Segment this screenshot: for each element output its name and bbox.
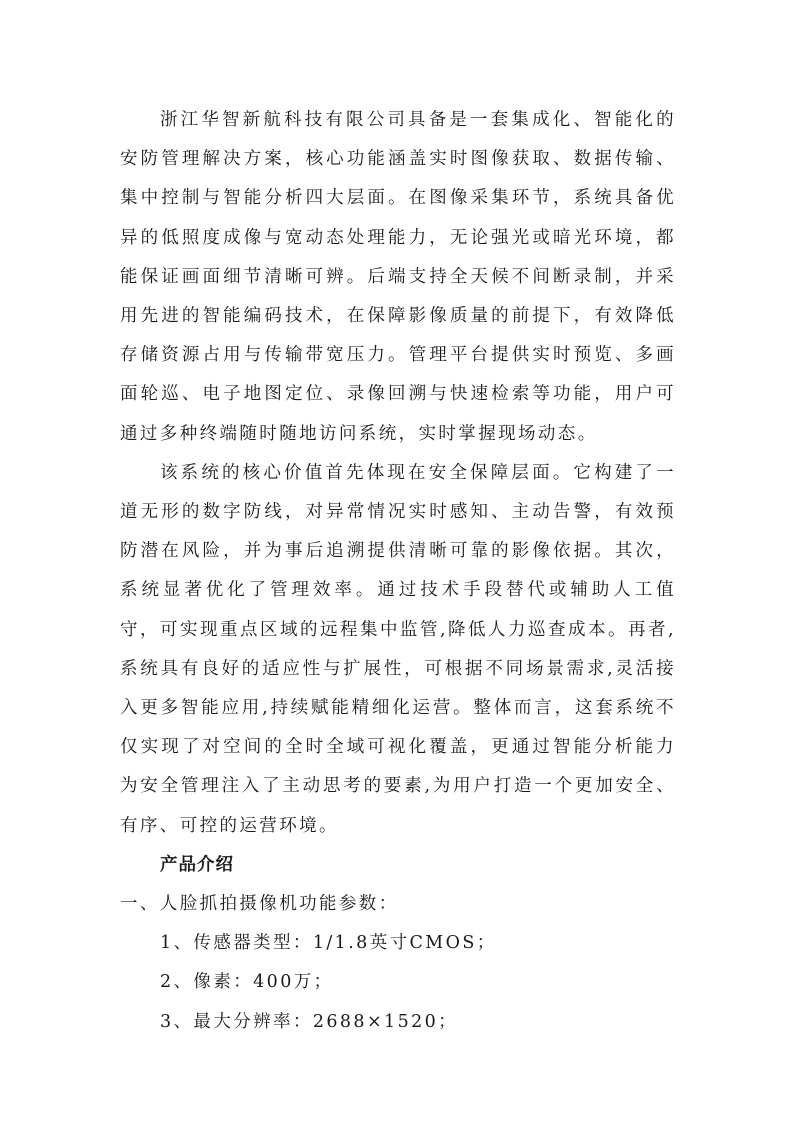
spec-item-sensor: 1、传感器类型：1/1.8英寸CMOS； [160,933,497,954]
spec-section-title: 一、人脸抓拍摄像机功能参数： [120,894,399,915]
document-page [120,101,676,1042]
spec-item-resolution: 3、最大分辨率：2688×1520； [160,1011,459,1032]
spec-item-pixels: 2、像素：400万； [160,972,334,993]
value-paragraph: 该系统的核心价值首先体现在安全保障层面。它构建了一道无形的数字防线，对异常情况实时感知、主动告警，有效预防潜在风险，并为事后追溯提供清晰可靠的影像依据。其次，系统显著优化了管理效率。通过技术手段替代或辅助人工值守，可实现重点区域的远程集中监管,降低人力巡查成本。再者,系统具有良好的适应性与扩展性，可根据不同场景需求,灵活接入更多智能应用,持续赋能精细化运营。整体而言，这套系统不仅实现了对空间的全时全域可视化覆盖，更通过智能分析能力为安全管理注入了主动思考的要素,为用户打造一个更加安全、有序、可控的运营环境。 [120,462,676,836]
intro-paragraph: 浙江华智新航科技有限公司具备是一套集成化、智能化的安防管理解决方案，核心功能涵盖实时图像获取、数据传输、集中控制与智能分析四大层面。在图像采集环节，系统具备优异的低照度成像与宽动态处理能力，无论强光或暗光环境，都能保证画面细节清晰可辨。后端支持全天候不间断录制，并采用先进的智能编码技术，在保障影像质量的前提下，有效降低存储资源占用与传输带宽压力。管理平台提供实时预览、多画面轮巡、电子地图定位、录像回溯与快速检索等功能，用户可通过多种终端随时随地访问系统，实时掌握现场动态。 [120,110,676,444]
section-heading: 产品介绍 [160,854,234,875]
